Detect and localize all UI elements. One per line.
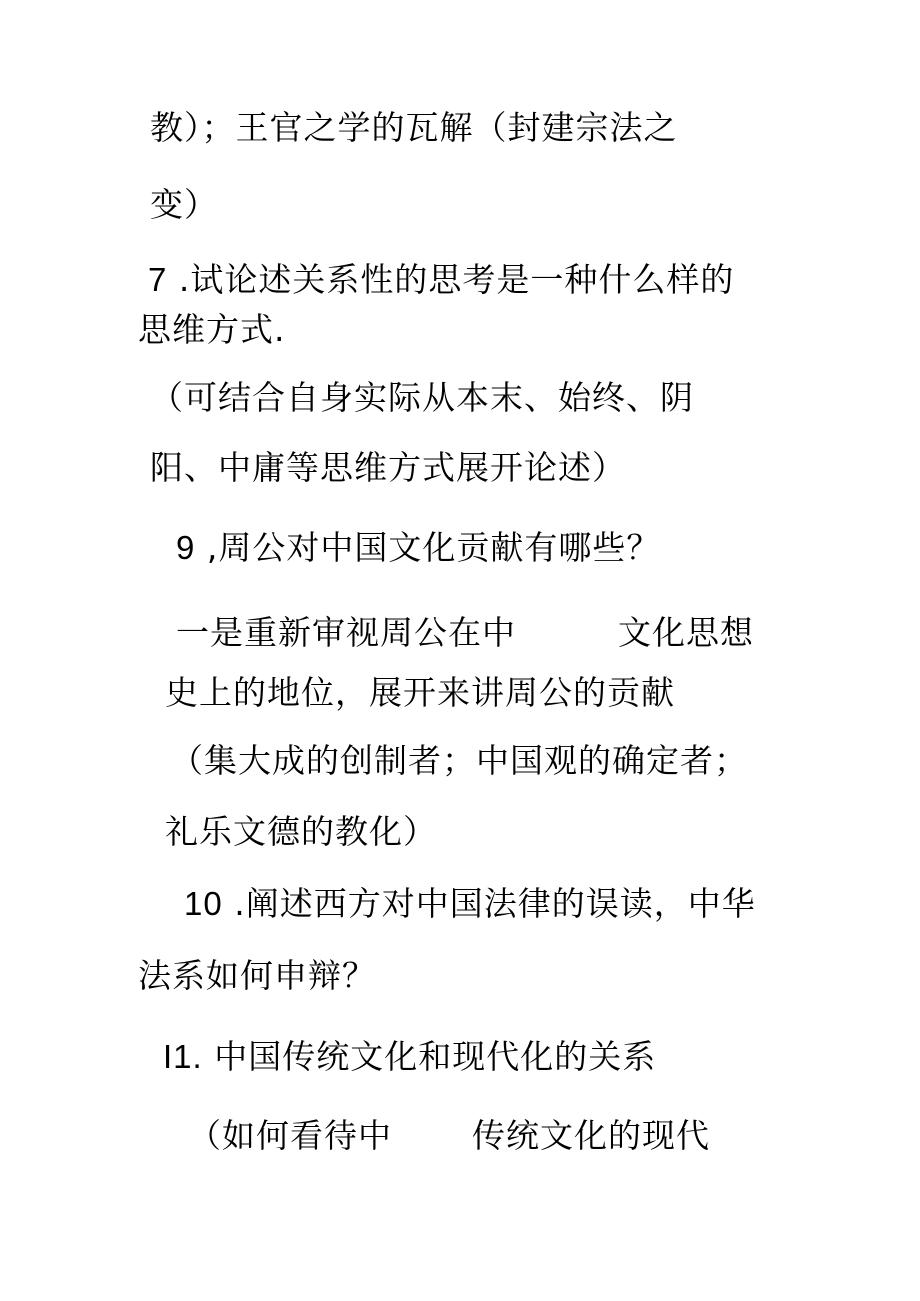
line-text: 传统文化的现代 [472, 1116, 710, 1155]
question-text: ,周公对中国文化贡献有哪些？ [206, 528, 661, 567]
line-text: 思维方式. [138, 310, 286, 349]
question-number: 7 [148, 261, 168, 298]
line-text: （集大成的创制者；中国观的确定者； [170, 741, 748, 780]
line-text: 史上的地位，展开来讲周公的贡献 [165, 673, 675, 712]
answer-11-line-1a [188, 1116, 392, 1156]
line-text: （如何看待中 [188, 1116, 392, 1155]
line-text: （可结合自身实际从本末、始终、阴 [150, 378, 694, 417]
question-7-line-2 [138, 310, 286, 350]
question-7-line-1 [148, 260, 734, 300]
answer-9-line-1b [618, 613, 754, 653]
line-text: 变） [150, 185, 218, 224]
answer-9-line-2 [165, 673, 675, 713]
question-text: .试论述关系性的思考是一种什么样的 [178, 260, 735, 299]
question-number: I1. [163, 1038, 203, 1075]
question-text: .阐述西方对中国法律的误读，中华 [234, 884, 756, 923]
line-text: 礼乐文德的教化） [165, 812, 437, 851]
line-text: 阳、中庸等思维方式展开论述） [150, 448, 626, 487]
line-text: 教）；王官之学的瓦解（封建宗法之 [150, 108, 678, 147]
question-10-line-2 [138, 956, 376, 996]
question-10-line-1 [184, 884, 756, 924]
answer-9-line-4 [165, 812, 437, 852]
question-number: 10 [184, 885, 223, 922]
answer-7-line-1 [150, 378, 694, 418]
line-text: 一是重新审视周公在中 [176, 613, 516, 652]
answer-9-line-3 [170, 741, 748, 781]
question-11 [163, 1037, 656, 1077]
text-line-2 [150, 185, 218, 225]
answer-7-line-2 [150, 448, 626, 488]
question-number: 9 [176, 529, 196, 566]
line-text: 文化思想 [618, 613, 754, 652]
line-text: 法系如何申辩？ [138, 956, 376, 995]
answer-9-line-1a [176, 613, 516, 653]
question-9 [176, 528, 660, 568]
question-text: 中国传统文化和现代化的关系 [214, 1037, 657, 1076]
text-line-1 [150, 108, 678, 148]
answer-11-line-1b [472, 1116, 710, 1156]
